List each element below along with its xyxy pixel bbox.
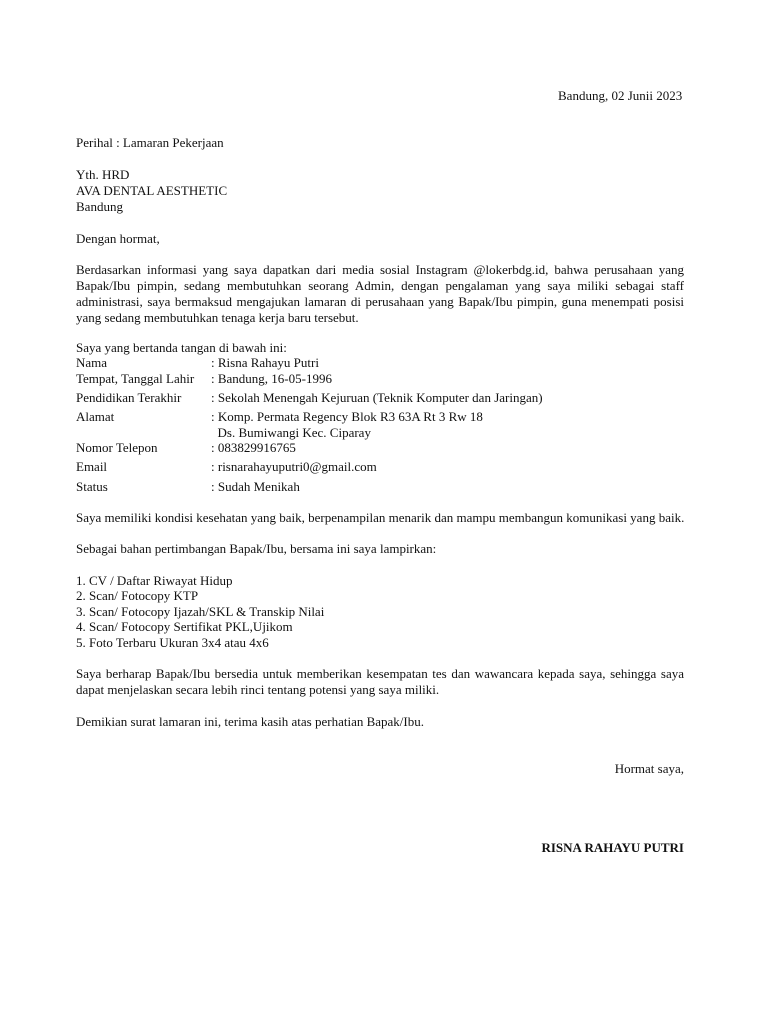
field-row-name [76, 355, 696, 371]
attachments-intro: Sebagai bahan pertimbangan Bapak/Ibu, bersama ini saya lampirkan: [76, 541, 437, 556]
field-row-email [76, 459, 696, 475]
intro-paragraph: Berdasarkan informasi yang saya dapatkan dari media sosial Instagram @lokerbdg.id, bahwa perusahaan yang Bapak/Ibu pimpin, sedang membutuhkan seorang Admin, dengan pengalaman yang saya miliki sebagai staff administrasi, saya bermaksud mengajukan lamaran di perusahaan yang Bapak/Ibu pimpin, guna menempati posisi yang sedang membutuhkan tenaga kerja baru tersebut. [76, 262, 684, 325]
field-value: : risnarahayuputri0@gmail.com [211, 459, 377, 474]
recipient-line-2: AVA DENTAL AESTHETIC [76, 183, 228, 198]
letter-subject: Perihal : Lamaran Pekerjaan [76, 135, 224, 150]
signer-intro: Saya yang bertanda tangan di bawah ini: [76, 340, 287, 355]
field-label: Pendidikan Terakhir [76, 390, 182, 405]
field-label: Email [76, 459, 108, 474]
closing-paragraph: Demikian surat lamaran ini, terima kasih atas perhatian Bapak/Ibu. [76, 714, 424, 729]
recipient-line-1: Yth. HRD [76, 167, 130, 182]
field-label: Nama [76, 355, 108, 370]
attachment-item: 1. CV / Daftar Riwayat Hidup [76, 573, 233, 588]
condition-paragraph: Saya memiliki kondisi kesehatan yang baik, berpenampilan menarik dan mampu membangun komunikasi yang baik. [76, 510, 685, 525]
field-label: Status [76, 479, 108, 494]
field-value: : Risna Rahayu Putri [211, 355, 319, 370]
field-value: : Sekolah Menengah Kejuruan (Teknik Komputer dan Jaringan) [211, 390, 543, 405]
attachment-item: 2. Scan/ Fotocopy KTP [76, 588, 199, 603]
field-row-status [76, 479, 696, 495]
hope-paragraph: Saya berharap Bapak/Ibu bersedia untuk memberikan kesempatan tes dan wawancara kepada saya, sehingga saya dapat menjelaskan secara lebih rinci tentang potensi yang saya miliki. [76, 666, 684, 697]
field-row-birth [76, 371, 696, 387]
letter-date: Bandung, 02 Junii 2023 [558, 88, 683, 103]
field-label: Tempat, Tanggal Lahir [76, 371, 195, 386]
field-row-education [76, 390, 696, 406]
field-value-line-2: Ds. Bumiwangi Kec. Ciparay [211, 425, 371, 440]
greeting: Dengan hormat, [76, 231, 160, 246]
valediction: Hormat saya, [614, 761, 684, 776]
attachment-item: 5. Foto Terbaru Ukuran 3x4 atau 4x6 [76, 635, 269, 650]
field-value: : Komp. Permata Regency Blok R3 63A Rt 3 Rw 18 [211, 409, 483, 424]
signature-name: RISNA RAHAYU PUTRI [541, 840, 684, 855]
field-value: : 083829916765 [211, 440, 296, 455]
attachment-item: 3. Scan/ Fotocopy Ijazah/SKL & Transkip Nilai [76, 604, 325, 619]
field-label: Alamat [76, 409, 115, 424]
field-value: : Sudah Menikah [211, 479, 300, 494]
field-row-address [76, 409, 696, 441]
field-row-phone [76, 440, 696, 456]
attachment-item: 4. Scan/ Fotocopy Sertifikat PKL,Ujikom [76, 619, 293, 634]
recipient-line-3: Bandung [76, 199, 123, 214]
field-label: Nomor Telepon [76, 440, 158, 455]
field-value: : Bandung, 16-05-1996 [211, 371, 332, 386]
